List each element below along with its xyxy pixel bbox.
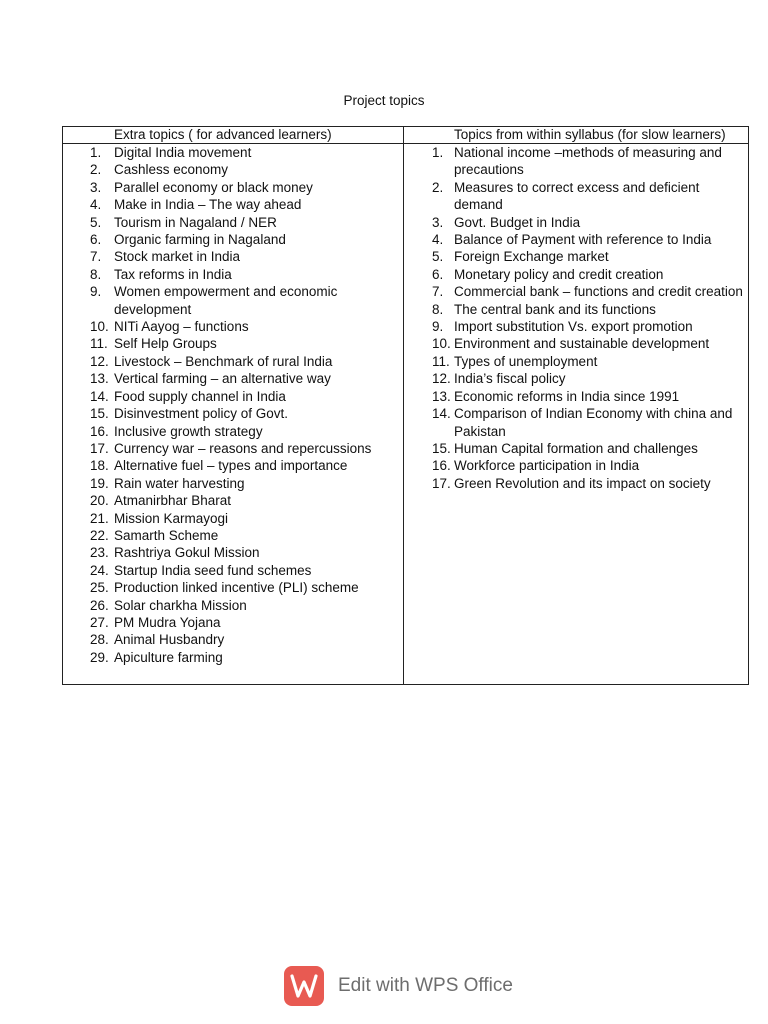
- list-item-number: 8.: [90, 266, 102, 282]
- list-item: [404, 144, 744, 179]
- list-item-text: Stock market in India: [114, 249, 241, 265]
- list-item-text: Green Revolution and its impact on society: [454, 475, 711, 491]
- list-item-text: Rashtriya Gokul Mission: [114, 545, 260, 561]
- list-item: [63, 266, 399, 283]
- header-cell-advanced: [63, 127, 404, 144]
- list-item-number: 25.: [90, 580, 109, 596]
- list-item-text: Balance of Payment with reference to India: [454, 232, 712, 248]
- list-item-number: 23.: [90, 545, 109, 561]
- list-item-text: Self Help Groups: [114, 336, 217, 352]
- list-item-text: Food supply channel in India: [114, 388, 286, 404]
- list-item: [63, 440, 399, 457]
- table-body-row: [63, 144, 749, 685]
- header-cell-syllabus: [404, 127, 749, 144]
- list-item: [63, 179, 399, 196]
- list-item-number: 12.: [90, 353, 109, 369]
- list-item: [404, 388, 744, 405]
- list-item: [404, 440, 744, 457]
- list-item-text: Production linked incentive (PLI) scheme: [114, 580, 359, 596]
- list-item-text: Currency war – reasons and repercussions: [114, 440, 372, 456]
- list-item: [404, 179, 744, 214]
- list-item-text: Environment and sustainable development: [454, 336, 710, 352]
- list-item-text: Parallel economy or black money: [114, 179, 313, 195]
- list-item-number: 7.: [432, 284, 444, 300]
- list-item: [404, 457, 744, 474]
- list-item: [63, 492, 399, 509]
- list-item: [404, 475, 744, 492]
- list-item: [63, 283, 399, 318]
- wps-office-logo-icon: [284, 966, 324, 1006]
- list-item-number: 18.: [90, 458, 109, 474]
- list-item-number: 12.: [432, 371, 451, 387]
- syllabus-topics-list: [404, 144, 748, 492]
- list-item: [63, 214, 399, 231]
- list-item: [63, 353, 399, 370]
- list-item-text: Inclusive growth strategy: [114, 423, 263, 439]
- list-item: [404, 353, 744, 370]
- list-item-number: 9.: [90, 284, 102, 300]
- list-item-text: Mission Karmayogi: [114, 510, 229, 526]
- list-item-number: 16.: [432, 458, 451, 474]
- list-item: [63, 597, 399, 614]
- wps-watermark[interactable]: [284, 965, 513, 1007]
- list-item-number: 21.: [90, 510, 109, 526]
- syllabus-topics-cell: [404, 144, 749, 685]
- list-item-number: 8.: [432, 301, 444, 317]
- list-item-number: 20.: [90, 493, 109, 509]
- list-item-number: 16.: [90, 423, 109, 439]
- topics-table: [62, 126, 749, 685]
- list-item-number: 17.: [90, 440, 109, 456]
- list-item-text: Samarth Scheme: [114, 527, 219, 543]
- list-item-number: 14.: [90, 388, 109, 404]
- list-item-number: 27.: [90, 614, 109, 630]
- list-item-number: 1.: [432, 145, 444, 160]
- list-item-text: Women empowerment and economic development: [114, 284, 338, 317]
- list-item: [63, 423, 399, 440]
- list-item: [404, 214, 744, 231]
- list-item: [63, 457, 399, 474]
- list-item-text: Human Capital formation and challenges: [454, 440, 698, 456]
- list-item-text: Types of unemployment: [454, 353, 598, 369]
- list-item: [63, 318, 399, 335]
- list-item-number: 22.: [90, 527, 109, 543]
- list-item-number: 13.: [90, 371, 109, 387]
- list-item-number: 5.: [90, 214, 102, 230]
- list-item-number: 14.: [432, 406, 451, 422]
- list-item-text: Cashless economy: [114, 162, 229, 178]
- list-item-text: National income –methods of measuring and precautions: [454, 145, 722, 178]
- list-item: [404, 283, 744, 300]
- list-item: [63, 614, 399, 631]
- list-item: [404, 370, 744, 387]
- list-item-text: Apiculture farming: [114, 649, 223, 665]
- list-item-text: Vertical farming – an alternative way: [114, 371, 331, 387]
- list-item-number: 2.: [90, 162, 102, 178]
- list-item-number: 5.: [432, 249, 444, 265]
- list-item-text: Animal Husbandry: [114, 632, 225, 648]
- list-item: [63, 248, 399, 265]
- column-header-advanced: Extra topics ( for advanced learners): [114, 127, 332, 142]
- list-item-text: Commercial bank – functions and credit creation: [454, 284, 743, 300]
- list-item-number: 19.: [90, 475, 109, 491]
- list-item: [404, 405, 744, 440]
- list-item-text: Economic reforms in India since 1991: [454, 388, 680, 404]
- list-item-text: Tourism in Nagaland / NER: [114, 214, 277, 230]
- list-item-number: 10.: [90, 319, 109, 335]
- list-item: [63, 144, 399, 161]
- list-item-number: 24.: [90, 562, 109, 578]
- list-item-text: Rain water harvesting: [114, 475, 245, 491]
- list-item-number: 7.: [90, 249, 102, 265]
- list-item: [63, 231, 399, 248]
- list-item-text: Monetary policy and credit creation: [454, 266, 664, 282]
- list-item: [63, 562, 399, 579]
- list-item-number: 11.: [90, 336, 108, 352]
- list-item: [404, 231, 744, 248]
- list-item-text: The central bank and its functions: [454, 301, 656, 317]
- list-item-text: Organic farming in Nagaland: [114, 232, 286, 248]
- list-item-number: 4.: [432, 232, 444, 248]
- list-item-text: Solar charkha Mission: [114, 597, 247, 613]
- list-item: [63, 544, 399, 561]
- table-header-row: [63, 127, 749, 144]
- list-item: [63, 631, 399, 648]
- list-item-text: Foreign Exchange market: [454, 249, 609, 265]
- list-item: [63, 649, 399, 666]
- list-item: [63, 579, 399, 596]
- list-item-number: 6.: [432, 266, 444, 282]
- list-item-number: 2.: [432, 179, 444, 195]
- list-item: [63, 388, 399, 405]
- list-item-text: Tax reforms in India: [114, 266, 232, 282]
- list-item-text: Atmanirbhar Bharat: [114, 493, 232, 509]
- list-item-number: 13.: [432, 388, 451, 404]
- list-item-text: Digital India movement: [114, 145, 252, 160]
- list-item-text: India’s fiscal policy: [454, 371, 566, 387]
- list-item-number: 17.: [432, 475, 451, 491]
- list-item: [63, 161, 399, 178]
- list-item-text: Livestock – Benchmark of rural India: [114, 353, 333, 369]
- list-item: [63, 475, 399, 492]
- list-item-text: PM Mudra Yojana: [114, 614, 221, 630]
- list-item: [63, 510, 399, 527]
- page-title: Project topics: [343, 93, 425, 108]
- list-item-text: Disinvestment policy of Govt.: [114, 406, 289, 422]
- list-item-number: 26.: [90, 597, 109, 613]
- list-item-number: 10.: [432, 336, 451, 352]
- list-item: [63, 370, 399, 387]
- list-item: [63, 405, 399, 422]
- list-item: [404, 318, 744, 335]
- list-item-number: 11.: [432, 353, 450, 369]
- list-item-number: 15.: [432, 440, 451, 456]
- list-item-number: 29.: [90, 649, 109, 665]
- list-item-text: Measures to correct excess and deficient demand: [454, 179, 700, 213]
- list-item-text: NITi Aayog – functions: [114, 319, 249, 335]
- column-header-syllabus: Topics from within syllabus (for slow learners): [454, 127, 726, 142]
- list-item: [63, 335, 399, 352]
- list-item-text: Alternative fuel – types and importance: [114, 458, 348, 474]
- list-item: [63, 196, 399, 213]
- wps-watermark-text: Edit with WPS Office: [338, 975, 513, 996]
- list-item: [404, 335, 744, 352]
- list-item-number: 3.: [432, 214, 444, 230]
- list-item-number: 1.: [90, 145, 102, 160]
- list-item-text: Startup India seed fund schemes: [114, 562, 312, 578]
- list-item-number: 15.: [90, 406, 109, 422]
- advanced-topics-list: [63, 144, 403, 666]
- list-item-number: 3.: [90, 179, 102, 195]
- list-item: [404, 266, 744, 283]
- list-item-text: Make in India – The way ahead: [114, 197, 302, 213]
- list-item-text: Import substitution Vs. export promotion: [454, 319, 693, 335]
- list-item-text: Govt. Budget in India: [454, 214, 581, 230]
- list-item: [63, 527, 399, 544]
- list-item: [404, 301, 744, 318]
- list-item-number: 4.: [90, 197, 102, 213]
- list-item-number: 28.: [90, 632, 109, 648]
- list-item-text: Workforce participation in India: [454, 458, 640, 474]
- list-item-number: 6.: [90, 232, 102, 248]
- list-item-text: Comparison of Indian Economy with china and Pakistan: [454, 406, 733, 439]
- advanced-topics-cell: [63, 144, 404, 685]
- list-item: [404, 248, 744, 265]
- list-item-number: 9.: [432, 319, 444, 335]
